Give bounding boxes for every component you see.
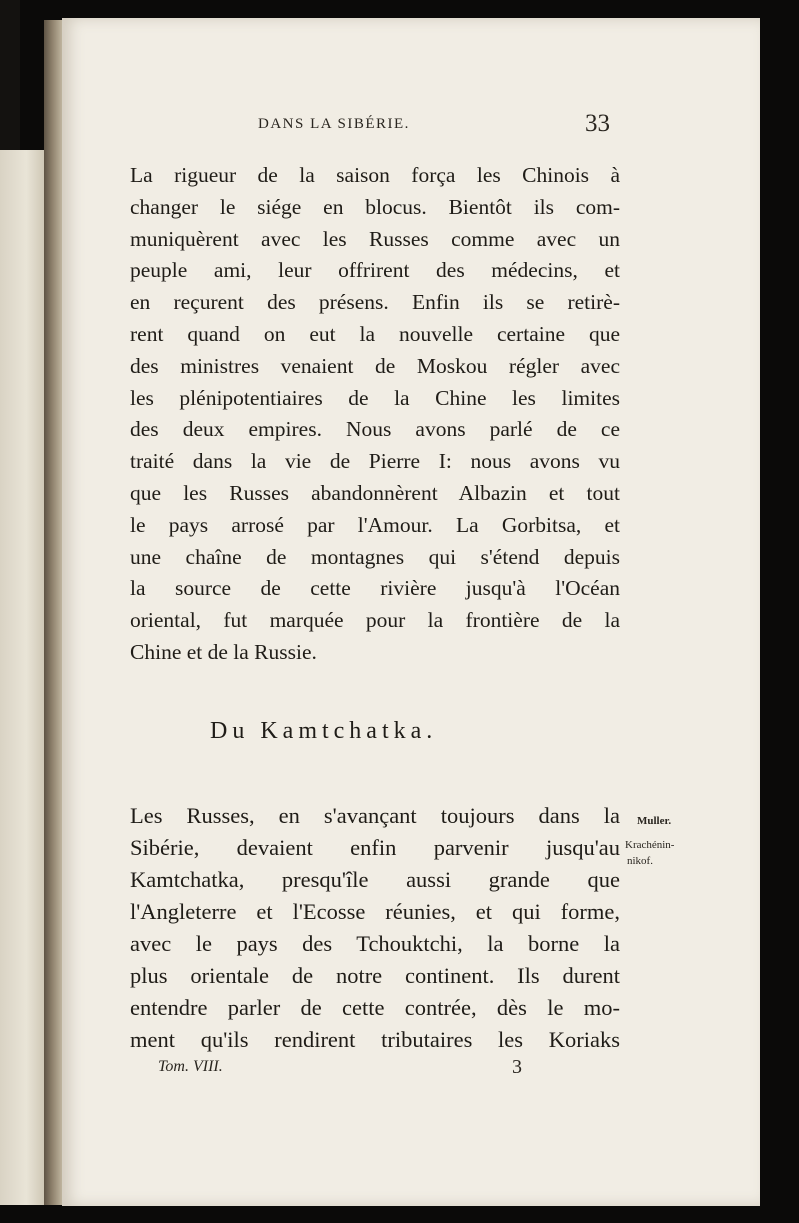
text-line: entendre parler de cette contrée, dès le mo-: [130, 995, 620, 1020]
running-head: DANS LA SIBÉRIE.: [258, 116, 410, 132]
right-dark-edge: [760, 18, 799, 1223]
text-line: l'Angleterre et l'Ecosse réunies, et qui forme,: [130, 899, 620, 924]
text-line: Kamtchatka, presqu'île aussi grande que: [130, 867, 620, 892]
text-line: changer le siége en blocus. Bientôt ils com-: [130, 194, 620, 219]
text-line: plus orientale de notre continent. Ils durent: [130, 963, 620, 988]
page-number: 33: [585, 110, 610, 137]
text-line: peuple ami, leur offrirent des médecins, et: [130, 258, 620, 283]
section-heading: Du Kamtchatka.: [210, 718, 438, 744]
paragraph-kamtchatka: [130, 800, 620, 1056]
text-line: Sibérie, devaient enfin parvenir jusqu'au: [130, 835, 620, 860]
text-line: que les Russes abandonnèrent Albazin et tout: [130, 480, 620, 505]
text-line: les plénipotentiaires de la Chine les limites: [130, 385, 620, 410]
signature-mark: 3: [512, 1056, 522, 1078]
paragraph-siege-of-albazin: [130, 160, 620, 669]
text-line: oriental, fut marquée pour la frontière de la: [130, 608, 620, 633]
volume-signature: Tom. VIII.: [158, 1058, 223, 1075]
text-line: La rigueur de la saison força les Chinois à: [130, 163, 620, 187]
text-line: muniquèrent avec les Russes comme avec un: [130, 226, 620, 251]
left-dark-edge: [0, 0, 20, 150]
text-line: une chaîne de montagnes qui s'étend depuis: [130, 544, 620, 569]
text-line: le pays arrosé par l'Amour. La Gorbitsa, et: [130, 512, 620, 537]
text-line: en reçurent des présens. Enfin ils se retirè-: [130, 290, 620, 315]
text-line: Chine et de la Russie.: [130, 639, 317, 664]
text-line: ment qu'ils rendirent tributaires les Koriaks: [130, 1027, 620, 1052]
text-line: des deux empires. Nous avons parlé de ce: [130, 417, 620, 442]
margin-note-muller: Muller.: [637, 815, 672, 827]
text-line: Les Russes, en s'avançant toujours dans la: [130, 803, 620, 828]
margin-note-krachenin-cont: nikof.: [627, 855, 653, 867]
text-line: avec le pays des Tchouktchi, la borne la: [130, 931, 620, 956]
text-line: la source de cette rivière jusqu'à l'Océan: [130, 576, 620, 601]
margin-note-krachenin: Krachénin-: [625, 839, 675, 851]
text-line: traité dans la vie de Pierre I: nous avons vu: [130, 449, 620, 474]
facing-page-edge: [0, 150, 44, 1205]
text-line: rent quand on eut la nouvelle certaine que: [130, 321, 620, 346]
text-line: des ministres venaient de Moskou régler avec: [130, 353, 620, 378]
book-gutter: [44, 20, 64, 1205]
